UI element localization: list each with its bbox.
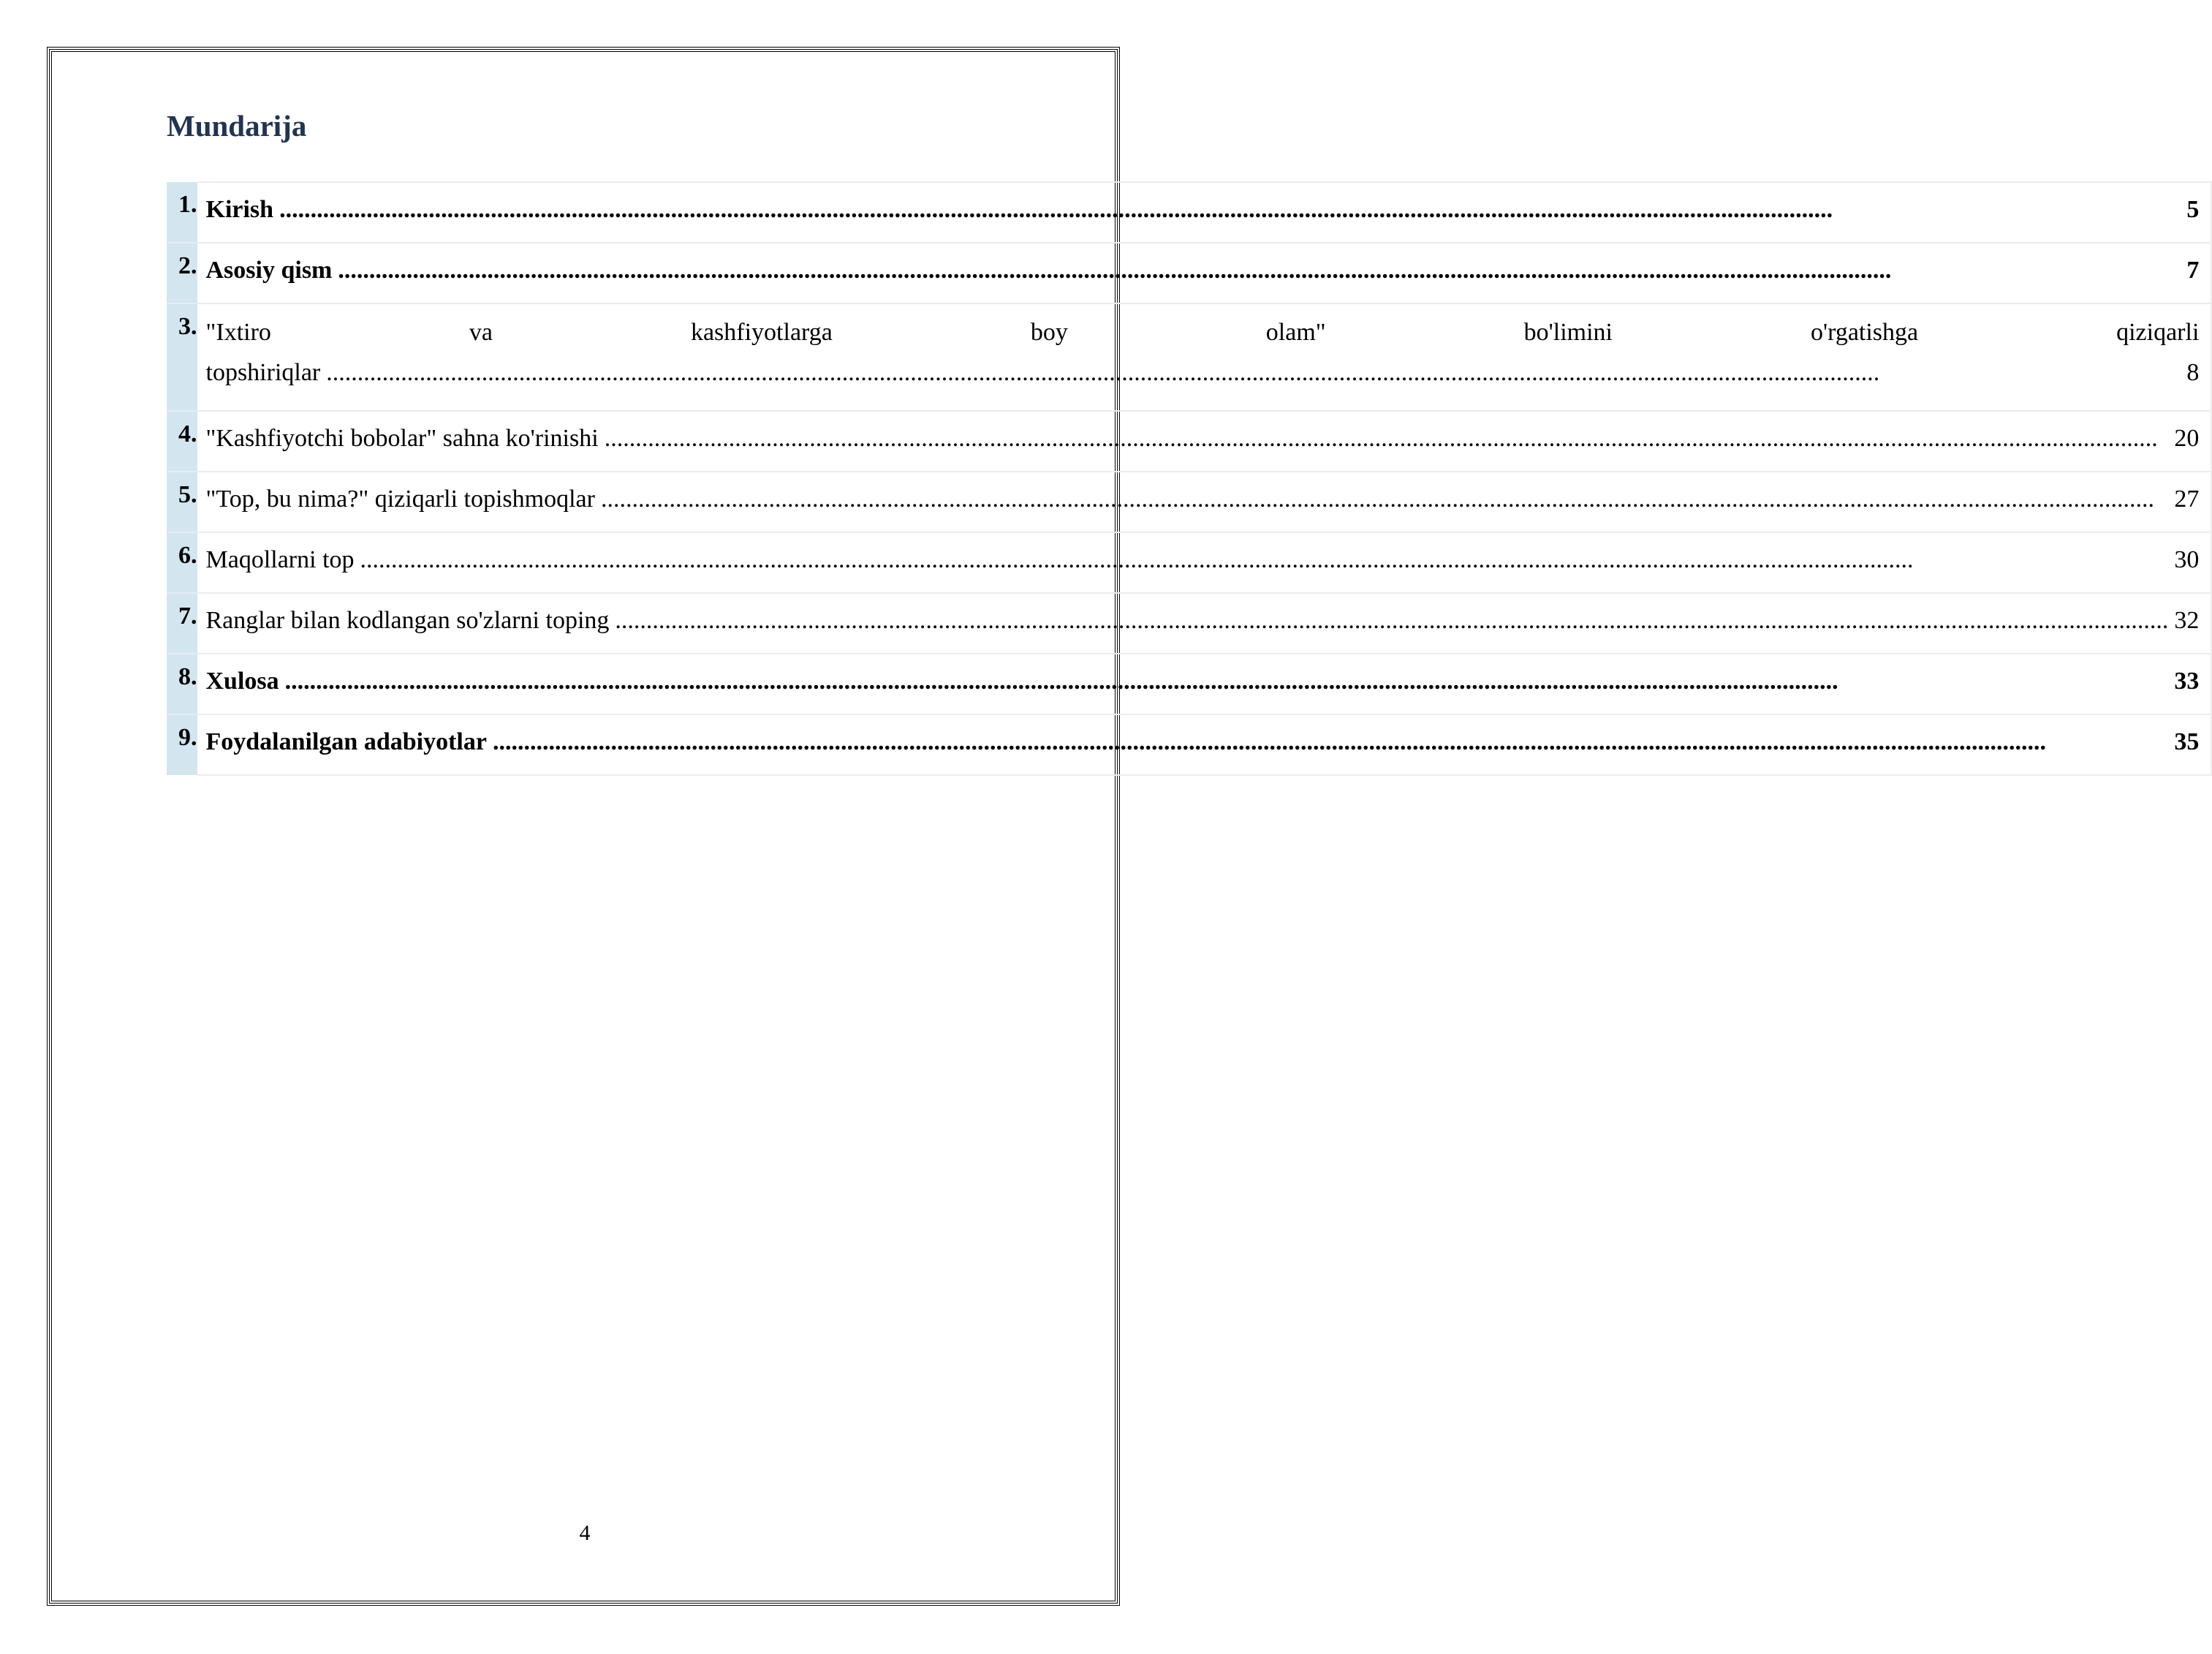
dot-leader [605,420,2169,456]
toc-number: 2. [167,243,197,303]
toc-number: 3. [167,303,197,411]
toc-number: 7. [167,593,197,654]
dot-leader [601,481,2168,517]
toc-number: 1. [167,182,197,243]
toc-number: 6. [167,532,197,593]
page-title: Mundarija [167,109,307,143]
toc-page-number: 7 [2186,257,2200,284]
toc-page-number: 27 [2174,486,2200,513]
toc-page-number: 35 [2174,728,2200,755]
page-number: 4 [579,1521,591,1545]
toc-number: 5. [167,472,197,532]
toc-entry-text: Foydalanilgan adabiyotlar [205,728,487,755]
toc-entry-text: Ranglar bilan kodlangan so'zlarni toping [205,607,610,634]
toc-row-1[interactable] [167,182,2211,243]
toc-number: 4. [167,411,197,472]
toc-entry-text-line1: "Ixtiro va kashfiyotlarga boy olam" bo'limini o'rgatishga qiziqarli [205,319,2200,346]
dot-leader [326,355,2181,390]
toc-page-number: 20 [2174,425,2200,452]
toc-entry-text: topshiriqlar [205,359,321,387]
toc-row-7[interactable] [167,593,2211,654]
toc-entry-text: "Top, bu nima?" qiziqarli topishmoqlar [205,486,595,513]
dot-leader [279,192,2181,227]
toc-page-number: 8 [2186,359,2200,387]
toc-entry-text: "Kashfiyotchi bobolar" sahna ko'rinishi [205,425,599,452]
toc-number: 8. [167,654,197,714]
dot-leader [360,542,2169,578]
dot-leader [285,663,2169,699]
toc-page-number: 30 [2174,546,2200,573]
toc-row-5[interactable] [167,472,2211,532]
toc-entry-text: Maqollarni top [205,546,355,573]
toc-row-2[interactable] [167,243,2211,303]
toc-row-4[interactable] [167,411,2211,472]
toc-page-number: 32 [2174,607,2200,634]
dot-leader [493,724,2168,760]
dot-leader [338,252,2181,288]
toc-row-9[interactable] [167,714,2211,775]
toc-page-number: 33 [2174,668,2200,695]
toc-entry-text: Xulosa [205,668,279,695]
toc-entry-text: Asosiy qism [205,257,333,284]
toc-row-8[interactable] [167,654,2211,714]
toc-number: 9. [167,714,197,775]
toc-row-3[interactable] [167,303,2211,411]
table-of-contents [167,181,2212,776]
toc-row-6[interactable] [167,532,2211,593]
dot-leader [615,603,2168,638]
toc-entry-text: Kirish [205,196,274,223]
toc-page-number: 5 [2186,196,2200,223]
